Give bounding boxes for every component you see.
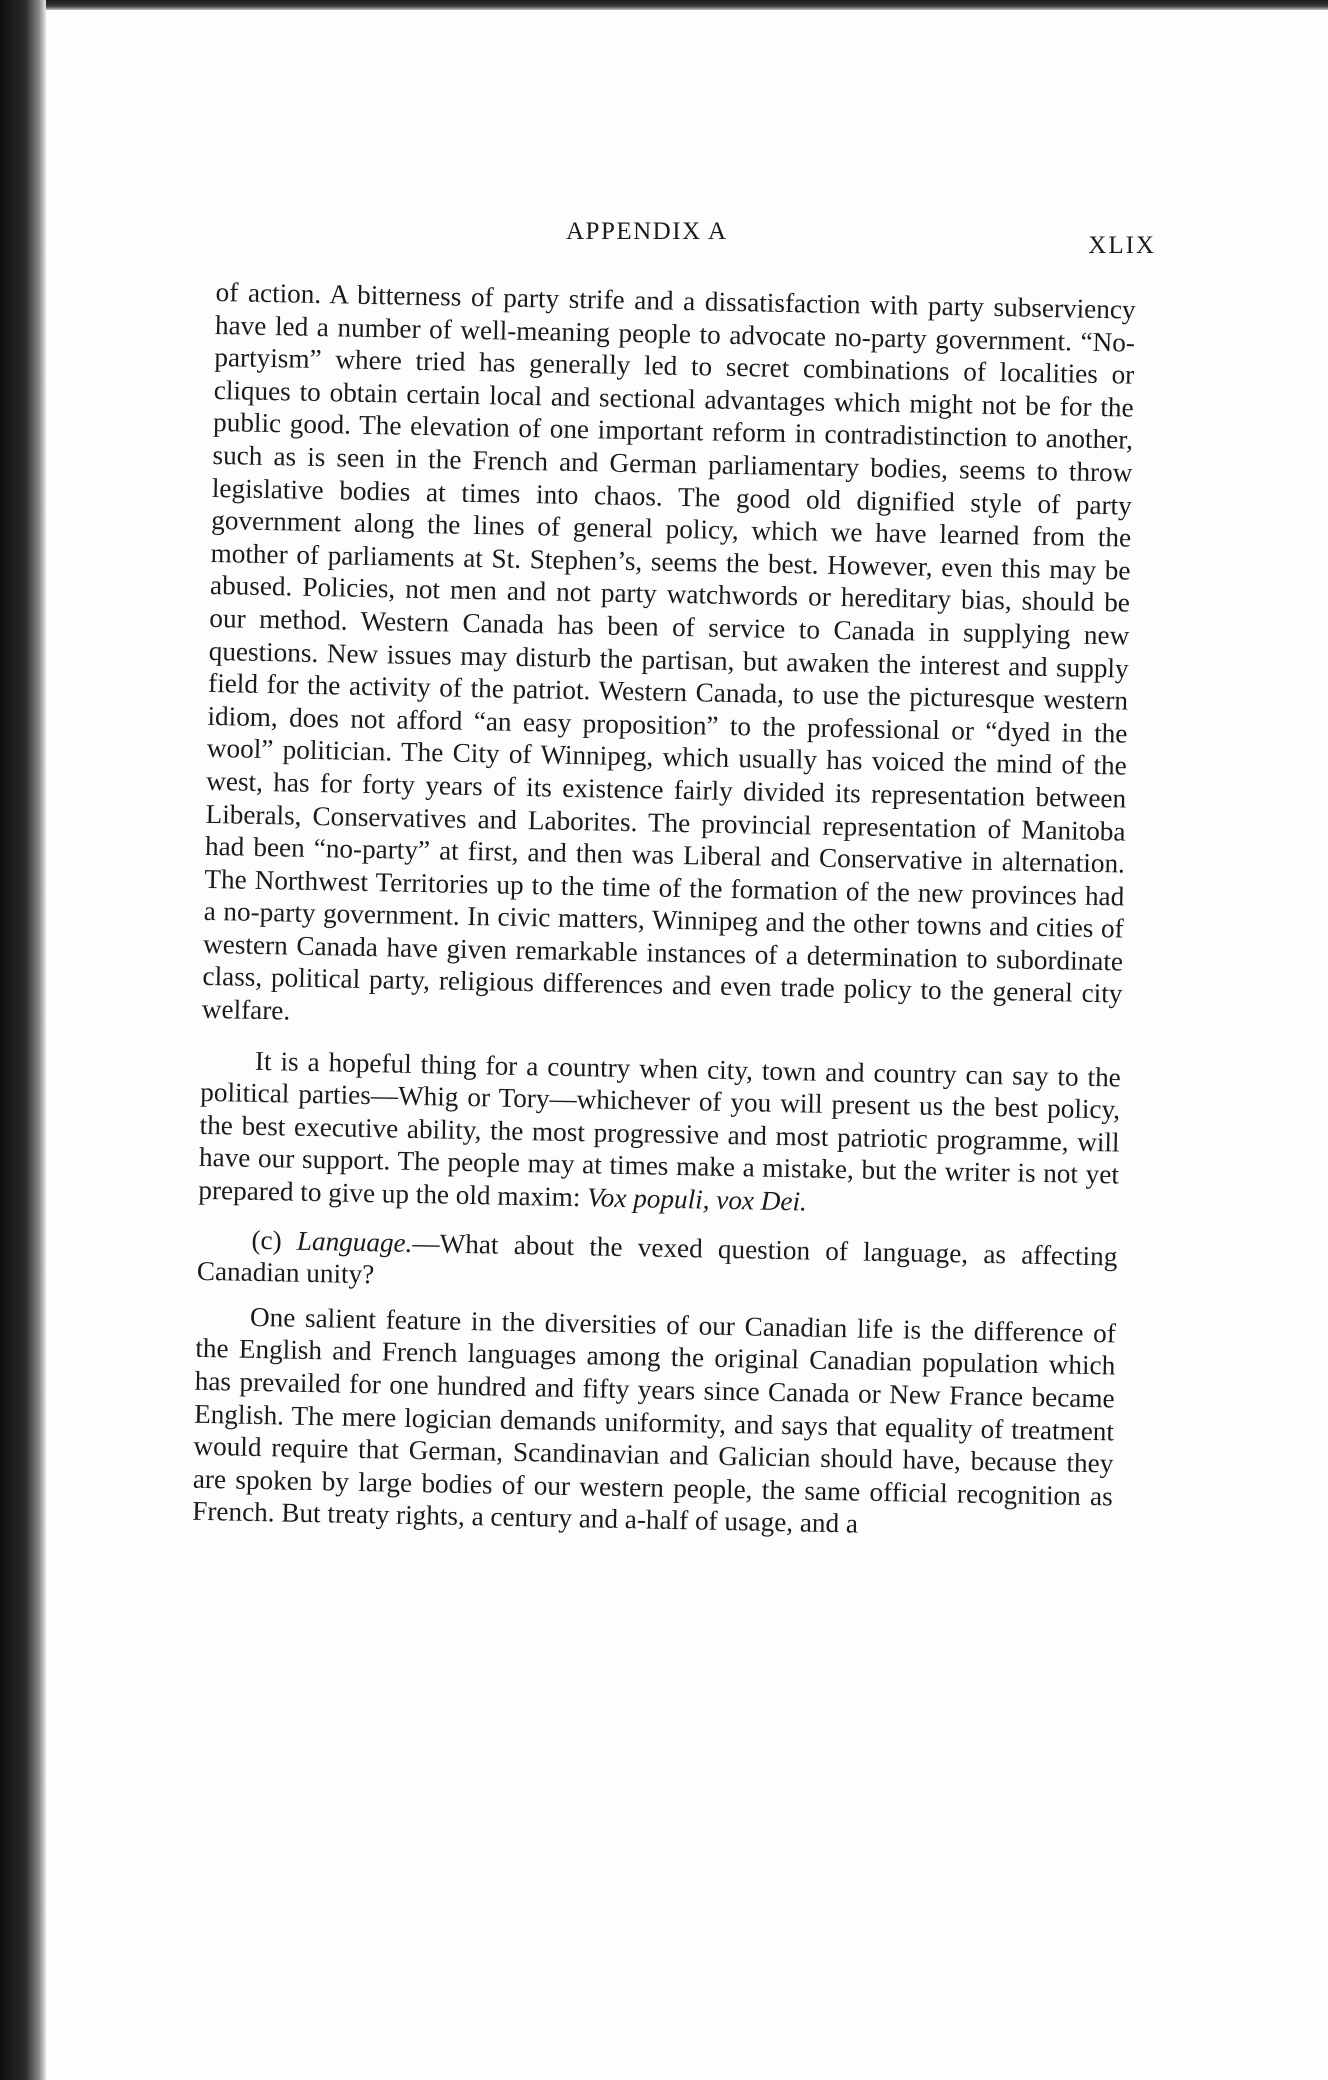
language-question-text: —What about the vexed question of language, as affecting Canadian unity? — [196, 1227, 1118, 1290]
paragraph-language-question — [197, 1222, 1118, 1305]
latin-maxim: Vox populi, vox Dei. — [586, 1182, 808, 1217]
paragraph-hopeful-thing — [198, 1044, 1121, 1225]
running-head — [216, 218, 1156, 262]
book-page — [46, 10, 1328, 2080]
paragraph-party-government: of action. A bitterness of party strife and a dissatisfaction with party subserviency have led a number of well-meaning people to advocate no-party government. “No-partyism” where tried has generally led to secret combinations of localities or cliques to obtain certain local and sectional advantages which might not be for the public good. The elevation of one important reform in contradistinction to another, such as is seen in the French and German parliamentary bodies, seems to throw legislative bodies at times into chaos. The good old dignified style of party government along the lines of general policy, which we have learned from the mother of parliaments at St. Stephen’s, seems the best. However, even this may be abused. Policies, not men and not party watchwords or hereditary bias, should be our method. Western Canada has been of service to Canada in supplying new questions. New issues may disturb the partisan, but awaken the interest and supply field for the activity of the patriot. Western Canada, to use the picturesque western idiom, does not afford “an easy proposition” to the professional or “dyed in the wool” politician. The City of Winnipeg, which usually has voiced the mind of the west, has for forty years of its existence fairly divided its representation between Liberals, Conservatives and Laborites. The provincial representation of Manitoba had been “no-party” at first, and then was Liberal and Conservative in alternation. The Northwest Territories up to the time of the formation of the new provinces had a no-party government. In civic matters, Winnipeg and the other towns and cities of western Canada have given remarkable instances of a determination to subordinate class, political party, religious differences and even trade policy to the general city welfare. — [201, 276, 1136, 1026]
section-heading-language: Language. — [296, 1225, 413, 1258]
scan-top-edge — [0, 0, 1328, 10]
paragraph-hopeful-thing-text: It is a hopeful thing for a country when city, town and country can say to the political parties—Whig or Tory—whichever of you will present us the best policy, the best executive ability, the most progressive and most patriotic programme, will have our support. The people may at times make a mistake, but the writer is not yet prepared to give up the old maxim: — [198, 1045, 1122, 1213]
body-text — [192, 276, 1136, 1545]
paragraph-salient-feature: One salient feature in the diversities of our Canadian life is the difference of the English and French languages among the original Canadian population which has prevailed for one hundred and fifty years since Canada or New France became English. The mere logician demands uniformity, and says that equality of treatment would require that German, Scandinavian and Galician should have, because they are spoken by large bodies of our western people, the same official recognition as French. But treaty rights, a century and a-half of usage, and a — [191, 1301, 1117, 1539]
scan-binding-edge — [0, 0, 46, 2080]
running-title: APPENDIX A — [566, 218, 728, 245]
page-number: XLIX — [1088, 232, 1156, 259]
section-label: (c) — [251, 1224, 282, 1256]
